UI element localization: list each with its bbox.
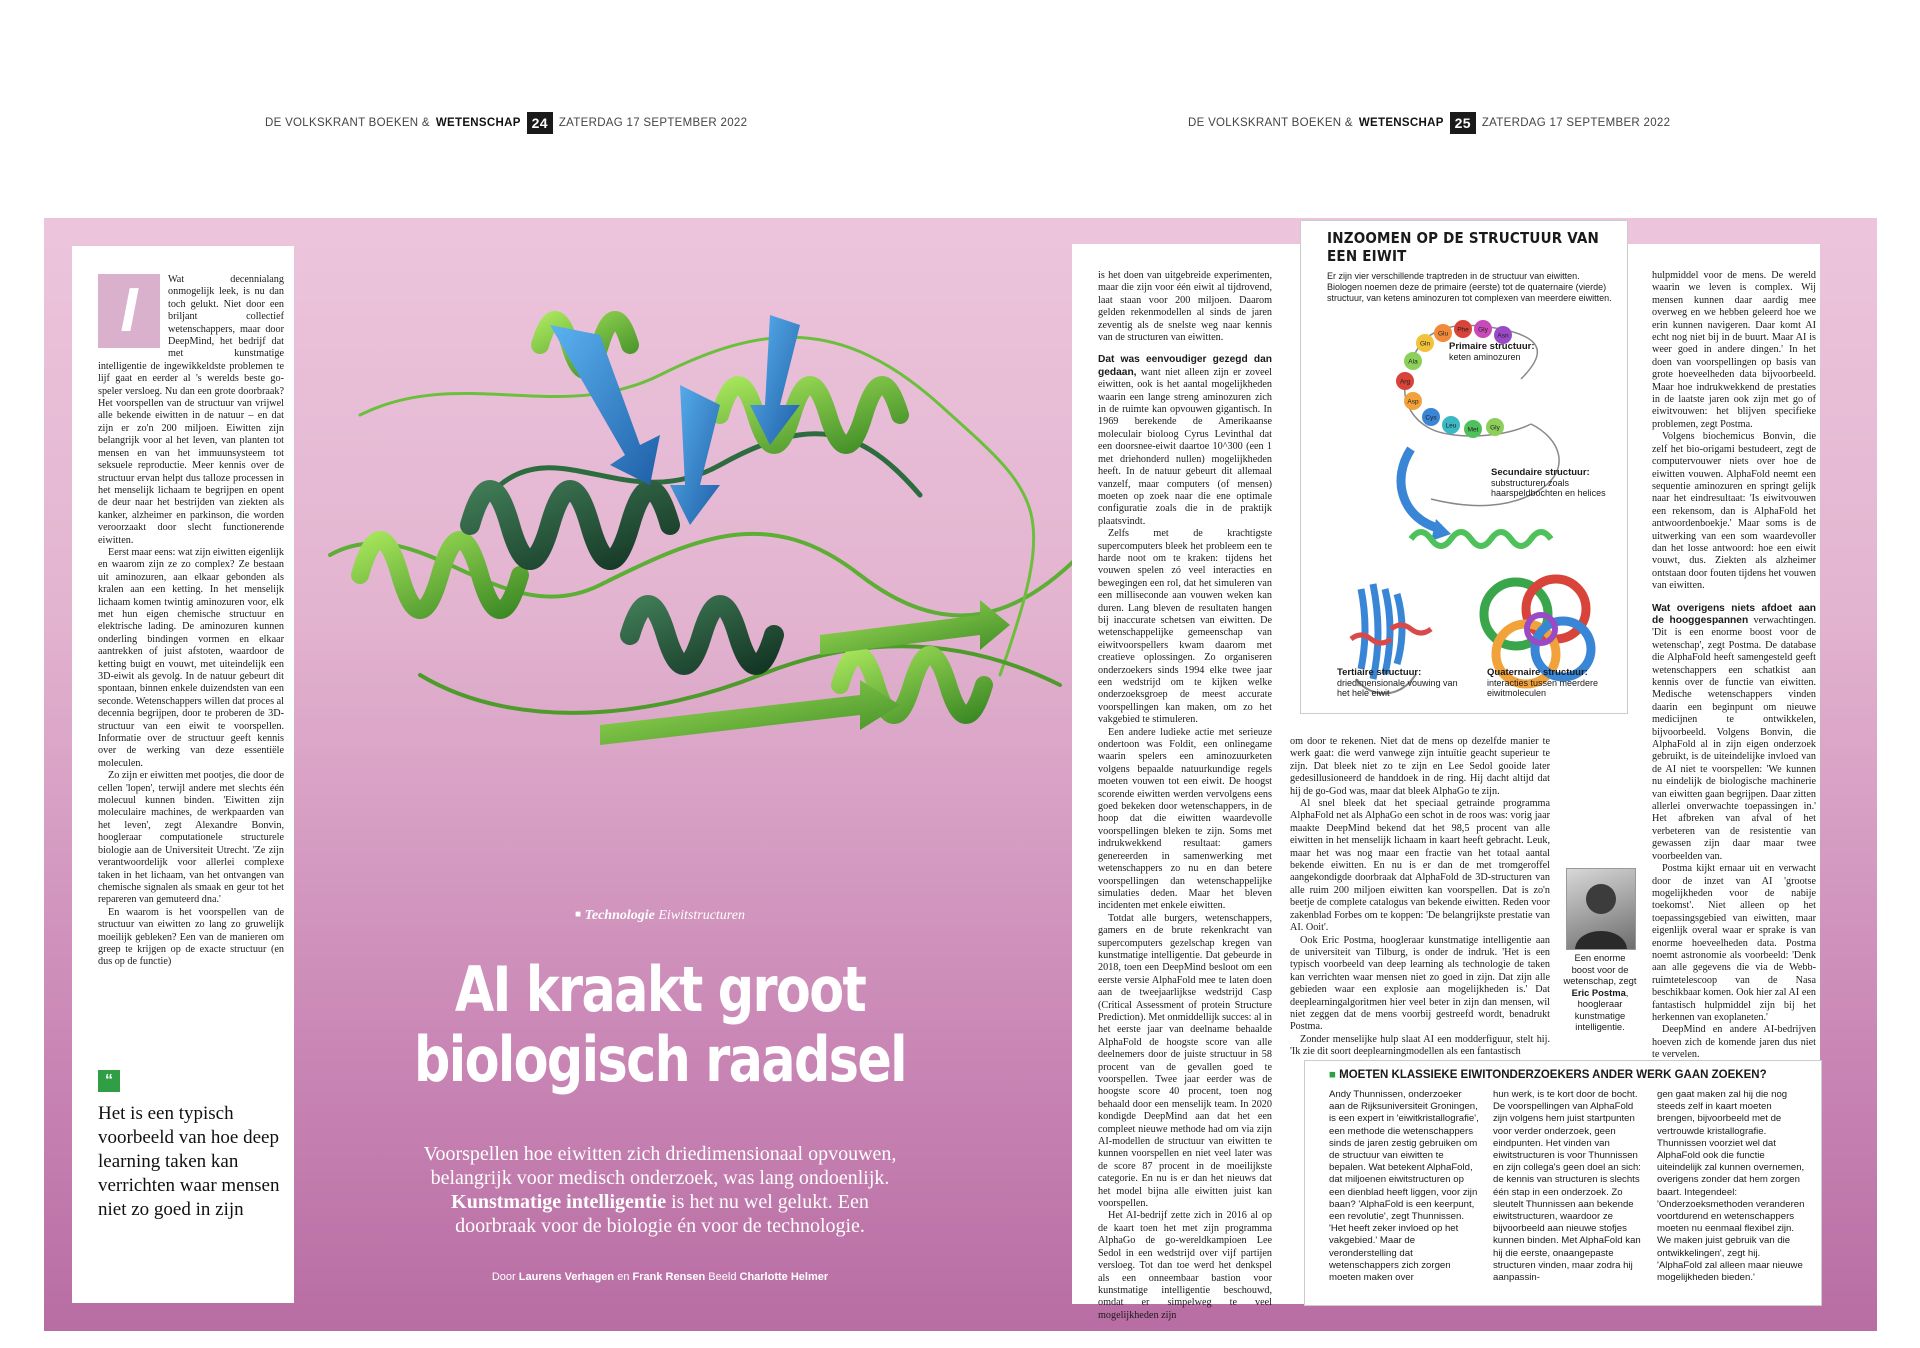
paragraph: Zonder menselijke hulp slaat AI een modderfiguur, stelt hij. 'Ik zie dit soort deeplearningmodellen als een fantastisch [1290,1033,1550,1058]
protein-ribbon-illustration [300,255,1100,815]
page-number: 25 [1450,112,1476,134]
sidebar-columns [1305,1081,1821,1284]
caption-text: Een enorme boost voor de wetenschap, zegt [1563,952,1637,986]
sidebar-column: hun werk, is te kort door de bocht. De voorspellingen van AlphaFold zijn volgens hem juist startpunten voor verder onderzoek, geen eindpunten. Het vinden van eiwitstructuren is voor Thunnissen en zijn collega's geen doel an sich: de kennis van structuren is slechts één stap in een onderzoek. Zo sleutelt Thunnissen aan bekende eiwitstructuren, waardoor ze bijvoorbeeld aan nieuwe stofjes kunnen binden. Met AlphaFold kan hij die eerste, onaangepaste structuren vinden, maar zodra hij aanpassin- [1493,1089,1641,1284]
secondary-label [1491,467,1621,498]
left-text-column [72,246,294,1303]
infobox-intro: Er zijn vier verschillende traptreden in de structuur van eiwitten. Biologen noemen deze de primaire (eerste) tot de quaternaire (vierde) structuur, van ketens aminozuren tot complexen van meerdere eiwitten. [1327,271,1612,303]
folio-date: ZATERDAG 17 SEPTEMBER 2022 [1481,117,1671,129]
paragraph: Wat decennialang onmogelijk leek, is nu dan toch gelukt. Niet door een briljant collectief wetenschappers, maar door DeepMind, het bedrijf dat met kunstmatige intelligentie de ingewikkeldste problemen te lijf gaat en eerder al 's werelds beste go-speler versloeg. Nu dan een grote doorbraak? Het voorspellen van de structuur van vrijwel alle bekende eiwitten in de natuur – en dat zijn er zo'n 200 miljoen. Eiwitten zijn belangrijk voor al het leven, van planten tot mensen en van het immuunsysteem tot seksuele reproductie. Meer kennis over de structuur ervan helpt dus talloze processen in het menselijk lichaam te begrijpen en opent de deur naar het bestrijden van ziekten als kanker, alzheimer en parkinson, die worden veroorzaakt door slecht functionerende eiwitten. [98,274,284,546]
kicker-section: Technologie [584,908,655,923]
byline-text: Beeld [705,1271,740,1283]
byline-text: en [614,1271,633,1283]
infobox [1300,220,1628,714]
headline-line-1: AI kraakt groot [454,953,866,1026]
amino-acid-beads [1396,320,1512,438]
paragraph: Volgens biochemicus Bonvin, die zelf het bio-origami bestudeert, zegt de computervouwer niets over hoe de eiwitten vouwen. AlphaFold neemt een sequentie aminozuren en springt gelijk naar het eindresultaat: 'Is eiwitvouwen een rekensom, dan is AlphaFold het antwoordenboekje.' Maar soms is de uitwerking van een som waardevoller dan het losse antwoord: hoe een eiwit vouwt, dus. Ziekten als alzheimer ontstaan door fouten tijdens het vouwen van eiwitten. [1652,431,1816,592]
photographer-name: Charlotte Helmer [739,1271,829,1283]
drop-cap: I [98,274,160,348]
amino-acid-label: Gly [1478,326,1488,334]
folio-right [1188,112,1670,134]
paragraph: Al snel bleek dat het speciaal getrainde programma AlphaFold net als AlphaGo een schot in de roos was: vorig jaar maakte DeepMind bekend dat het 98,5 procent van alle eiwitten in het menselijk lichaam in kaart heeft gebracht. Leuk, maar het was nog maar een fractie van het totaal aantal bekende eiwitten. En nu is er dan de met tromgeroffel aangekondigde doorbraak dat AlphaFold de 3D-structuren van alle ruim 200 miljoen eiwitten kan voorspellen. Dat is zo'n beetje de complete catalogus van bekende eiwitten. Reden voor zakenblad Forbes om te koppen: 'De belangrijkste prestatie van AI. Ooit'. [1290,798,1550,934]
pull-quote [98,1070,288,1222]
kicker-topic: Eiwitstructuren [654,908,745,923]
amino-acid-label: Leu [1445,422,1457,430]
paragraph: Zo zijn er eiwitten met pootjes, die door de cellen 'lopen', terwijl andere met slechts één molecuul kunnen binden. 'Eiwitten zijn moleculaire machines, de werkpaarden van het leven', zegt Alexandre Bonvin, hoogleraar computationele structurele biologie aan de Universiteit Utrecht. 'Ze zijn verantwoordelijk voor allerlei complexe taken in het lichaam, van het ontvangen van chemische signalen als smaak en geur tot het repareren van gemuteerd dna.' [98,770,284,906]
caption-text: , hoogleraar kunstmatige intelligentie. [1574,986,1629,1032]
paragraph: Totdat alle burgers, wetenschappers, gamers en de brute rekenkracht van supercomputers gezelschap kregen van kunstmatige intelligentie. Dat gebeurde in 2018, toen een DeepMind besloot om een eerste versie AlphaFold mee te laten doen aan de tweejaarlijkse wedstrijd Casp (Critical Assessment of protein Structure Prediction). Met onmiddellijk succes: al in het eerste jaar van deelname behaalde AlphaFold de hoogste score van alle deelnemers door de juiste structuur in 58 procent van de gevallen goed te voorspellen. Twee jaar eerder was de hoogste score 40 procent, toen nog behaald door een menselijk team. In 2020 kondigde DeepMind aan dat het een compleet nieuwe methode had om via zijn AI-modellen de structuur van eiwitten te kunnen voorspellen en niet veel later was de score 87 procent in de moeilijkste categorie. En nu is er dan het nieuws dat het model bijna alle eiwitten juist kan voorspellen. [1098,912,1272,1210]
lead-part: is het nu wel gelukt. Een doorbraak voor de biologie én voor de technologie. [455,1191,869,1237]
paragraph: om door te rekenen. Niet dat de mens op dezelfde manier te werk gaat: die werd vanwege zijn intuïtie geacht superieur te zijn. Dat bleek niet zo te zijn en Lee Sedol gooide later gedesillusioneerd de handdoek in de ring. Hij dacht altijd dat hij de go-God was, maar dat bleek AlphaGo te zijn. [1290,736,1550,797]
quaternary-label [1487,667,1617,698]
amino-acid-label: Phe [1457,326,1469,334]
sidebar-column: gen gaat maken zal hij die nog steeds zelf in kaart moeten brengen, bijvoorbeeld met de vertrouwde kristallografie. Thunnissen voorziet wel dat AlphaFold ook die functie uiteindelijk zal kunnen overnemen, overigens zonder dat hem zorgen baart. Integendeel: 'Onderzoeksmethoden veranderen voortdurend en wetenschappers moeten nu eenmaal flexibel zijn. We maken juist gebruik van die ontwikkelingen', zegt hij. 'AlphaFold zal alleen maar nieuwe mogelijkheden bieden.' [1657,1089,1805,1284]
lead-bold: Kunstmatige intelligentie [451,1191,667,1213]
paragraph: Eerst maar eens: wat zijn eiwitten eigenlijk en waarom zijn ze zo complex? Ze bestaan uit aminozuren, aan elkaar gebonden als kralen aan een ketting. In het menselijk lichaam komen twintig aminozuren voor, elk met hun eigen chemische structuur en elektrische lading. De aminozuren kunnen onderling bindingen vormen en elkaar aantrekken of juist afstoten, waardoor de ketting buigt en vouwt, met uiteindelijk een 3D-eiwit als gevolg. In de natuur gebeurt dit spontaan, binnen enkele duizendsten van een seconde. Wetenschappers willen dat proces al decennia begrijpen, door te proberen de 3D-structuur van een eiwit te voorspellen. Informatie over de structuur geeft kennis over de werking van deze essentiële moleculen. [98,546,284,769]
label-title: Tertiaire structuur: [1337,667,1422,678]
headline [365,955,955,1095]
folio-section: WETENSCHAP [435,117,521,129]
paragraph: Postma kijkt ernaar uit en verwacht door de inzet van AI 'grootse mogelijkheden voor de nabije toekomst'. Niet alleen op het toepassingsgebied van eiwitten, maar eigenlijk overal waar er sprake is van enorme hoeveelheden data. Postma noemt astronomie als voorbeeld: 'Denk aan alle gegevens die via de Webb-ruimtetelescoop van de Nasa beschikbaar komen. Ook hier zal AI een fantastisch hulpmiddel zijn bij het herkennen van exoplaneten.' [1652,863,1816,1023]
amino-acid-label: Cys [1425,414,1437,422]
amino-acid-label: Ala [1408,358,1418,366]
sidebar-title-text: MOETEN KLASSIEKE EIWITONDERZOEKERS ANDER WERK GAAN ZOEKEN? [1339,1069,1767,1081]
label-title: Primaire structuur: [1449,341,1535,352]
kicker-square: ■ [575,909,582,920]
amino-acid-label: Arg [1399,378,1411,386]
paragraph: En waarom is het voorspellen van de structuur van eiwitten zo lang zo gruwelijk moeilijk gebleken? Een van de manieren om greep te krijgen op de exacte structuur (en dus op de functie) [98,906,284,968]
label-title: Quaternaire structuur: [1487,667,1588,678]
quote-icon: “ [98,1070,120,1092]
folio-left [265,112,747,134]
paragraph: hulpmiddel voor de mens. De wereld waarin we leven is complex. Wij mensen kunnen daar aardig mee overweg en we hebben geleerd hoe we erin kunnen navigeren. Daar komt AI echt nog niet bij in de buurt. Maar AI is weer goed in andere dingen.' In het doen van voorspellingen op basis van grote hoeveelheden data bijvoorbeeld. Maar hoe indrukwekkend de prestaties in de laatste jaren ook zijn met go of eiwitvouwen: het blijven specifieke problemen, zegt Postma. [1652,270,1816,430]
lead-part: Voorspellen hoe eiwitten zich driedimensionaal opvouwen, belangrijk voor medisch onderzoek, was lang ondoenlijk. [423,1143,897,1189]
kicker [300,906,1020,924]
byline-text: Door [491,1271,519,1283]
amino-acid-label: Asn [1497,332,1509,340]
pull-quote-text: Het is een typisch voorbeeld van hoe deep learning taken kan verrichten waar mensen niet zo goed in zijn [98,1103,280,1220]
amino-acid-label: Gly [1490,424,1500,432]
amino-acid-label: Met [1467,426,1479,434]
right-text-column [1652,270,1816,1062]
portrait-silhouette [1567,869,1635,949]
folio-date: ZATERDAG 17 SEPTEMBER 2022 [558,117,748,129]
folio-paper: DE VOLKSKRANT BOEKEN & [1188,117,1353,129]
amino-acid-label: Glu [1437,330,1449,338]
paragraph: Een andere ludieke actie met serieuze ondertoon was Foldit, een onlinegame waarin spelers een aminozuurketen volgens bepaalde natuurkundige regels moeten vouwen tot een eiwit. De hoogst scorende eiwitten werden vervolgens eens goed bekeken door wetenschappers, in de hoop dat die eiwitten waardevolle voorspellingen bleken te zijn. Soms met indrukwekkend resultaat: gamers genereerden in samenwerking met wetenschappers zo nu en dan betere voorspellingen dan wetenschappelijke simulaties deden. Maar het bleven incidenten met enkele eiwitten. [1098,726,1272,912]
paragraph: want niet alleen zijn er zoveel eiwitten, ook is het aantal mogelijkheden waarin een lange streng aminozuren zich in de ruimte kan opvouwen gigantisch. In 1969 berekende de Amerikaanse moleculair bioloog Cyrus Levinthal dat een doorsnee-eiwit daartoe 10^300 (een 1 met driehonderd nullen) mogelijkheden heeft. In de natuur gebeurt dit allemaal vanzelf, maar computers (of mensen) moeten op zoek naar die ene optimale configuratie zoals die in de praktijk plaatsvindt. [1098,366,1272,527]
sidebar-title [1305,1061,1821,1081]
caption-name: Eric Postma [1571,986,1626,998]
article-intro [72,246,294,969]
page-number: 24 [527,112,553,134]
portrait-caption [1562,952,1638,1033]
headline-line-2: biologisch raadsel [414,1023,906,1096]
folio-paper: DE VOLKSKRANT BOEKEN & [265,117,430,129]
portrait-photo [1566,868,1636,950]
label-desc: substructuren zoals haarspeldbochten en helices [1491,478,1606,498]
byline [420,1271,900,1283]
author-name: Frank Rensen [632,1271,706,1283]
label-desc: driedimensionale vouwing van het hele eiwit [1337,678,1458,698]
subhead: Dat was eenvoudiger gezegd dan gedaan, [1098,354,1272,378]
label-desc: interacties tussen meerdere eiwitmoleculen [1487,678,1599,698]
amino-acid-label: Asp [1407,398,1419,406]
author-name: Laurens Verhagen [518,1271,615,1283]
paragraph: is het doen van uitgebreide experimenten, maar die zijn voor één eiwit al tijdrovend, laat staan voor 200 miljoen. Daarom gelden rekenmodellen al sinds de jaren zeventig als de snelste weg naar kennis van de structuren van eiwitten. [1098,270,1272,344]
paragraph: verwachtingen. 'Dit is een enorme boost voor de wetenschap', zegt Postma. De database die AlphaFold heeft samengesteld geeft wetenschappers een schatkist aan kennis over de functie van eiwitten. Medische wetenschappers vinden daarin een beginpunt om nieuwe medicijnen te ontwikkelen, bijvoorbeeld. Volgens Bonvin, die AlphaFold al in zijn eigen onderzoek gebruikt, is de uiteindelijke invloed van de AI niet te voorspellen: 'We kunnen nu eindelijk de biologische machinerie van eiwitten gaan begrijpen. Daar zitten allerlei onverwachte toepassingen in.' Het afbreken van afval of het verbeteren van de resistentie van gewassen zijn daar maar twee voorbeelden van. [1652,614,1817,862]
lead-paragraph [420,1142,900,1238]
sidebar-box [1304,1060,1822,1306]
paragraph: Ook Eric Postma, hoogleraar kunstmatige intelligentie aan de universiteit van Tilburg, is onder de indruk. 'Het is een typisch voorbeeld van deep learning als technologie de taken kan verrichten waar mensen niet zo goed in zijn. Dat zijn alle gebieden waar een explosie aan mogelijkheden is.' Dat deeplearningalgoritmen hier veel beter in zijn dan mensen, wil niet zeggen dat de mens voorbij gestreefd wordt, benadrukt Postma. [1290,934,1550,1033]
sidebar-square: ■ [1329,1069,1336,1081]
paragraph: Het AI-bedrijf zette zich in 2016 al op de kaart toen het met zijn programma AlphaGo de go-wereldkampioen Lee Sedol in een wedstrijd over vijf partijen versloeg. Tot dan toe werd het denkspel als een onneembaar bastion voor kunstmatige intelligentie beschouwd, omdat er simpelweg te veel mogelijkheden zijn [1098,1210,1272,1321]
tertiary-label [1337,667,1467,698]
label-desc: keten aminozuren [1449,352,1521,362]
middle-text-column [1098,270,1272,1322]
lower-middle-column [1290,736,1550,1059]
amino-acid-label: Gln [1419,340,1431,348]
infobox-title: INZOOMEN OP DE STRUCTUUR VAN EEN EIWIT [1327,229,1600,265]
subhead: Wat overigens niets afdoet aan de hooggespannen [1652,602,1816,626]
sidebar-column: Andy Thunnissen, onderzoeker aan de Rijksuniversiteit Groningen, is een expert in 'eiwitkristallografie', een methode die wetenschappers sinds de jaren zestig gebruiken om de structuur van eiwitten te bepalen. Wat betekent AlphaFold, dat miljoenen eiwitstructuren op een dienblad heeft liggen, voor zijn baan? 'AlphaFold is een keerpunt, een revolutie', zegt Thunnissen. 'Het heeft zeker invloed op het vakgebied.' Maar de veronderstelling dat wetenschappers zich zorgen moeten maken over [1329,1089,1479,1284]
paragraph: DeepMind en andere AI-bedrijven hoeven zich de komende jaren dus niet te vervelen. [1652,1024,1816,1061]
label-title: Secundaire structuur: [1491,467,1590,478]
folio-section: WETENSCHAP [1358,117,1444,129]
paragraph: Zelfs met de krachtigste supercomputers bleek het probleem een te harde noot om te kraken: tijdens het vouwen spelen zó veel interacties en bewegingen een rol, dat het simuleren van een milliseconde aan vouwen weken kan duren. Lang bleven de resultaten hangen bij inaccurate schetsen van eiwitten. De wetenschappelijke gemeenschap van eiwitvoorspellers kwam daarom met creatieve oplossingen. Zo organiseren onderzoekers sinds 1994 elke twee jaar een wedstrijd om te kijken welke onderzoeksgroep de meest accurate voorspellingen kan maken, om zo het vakgebied te stimuleren. [1098,528,1272,726]
primary-label [1449,341,1599,362]
